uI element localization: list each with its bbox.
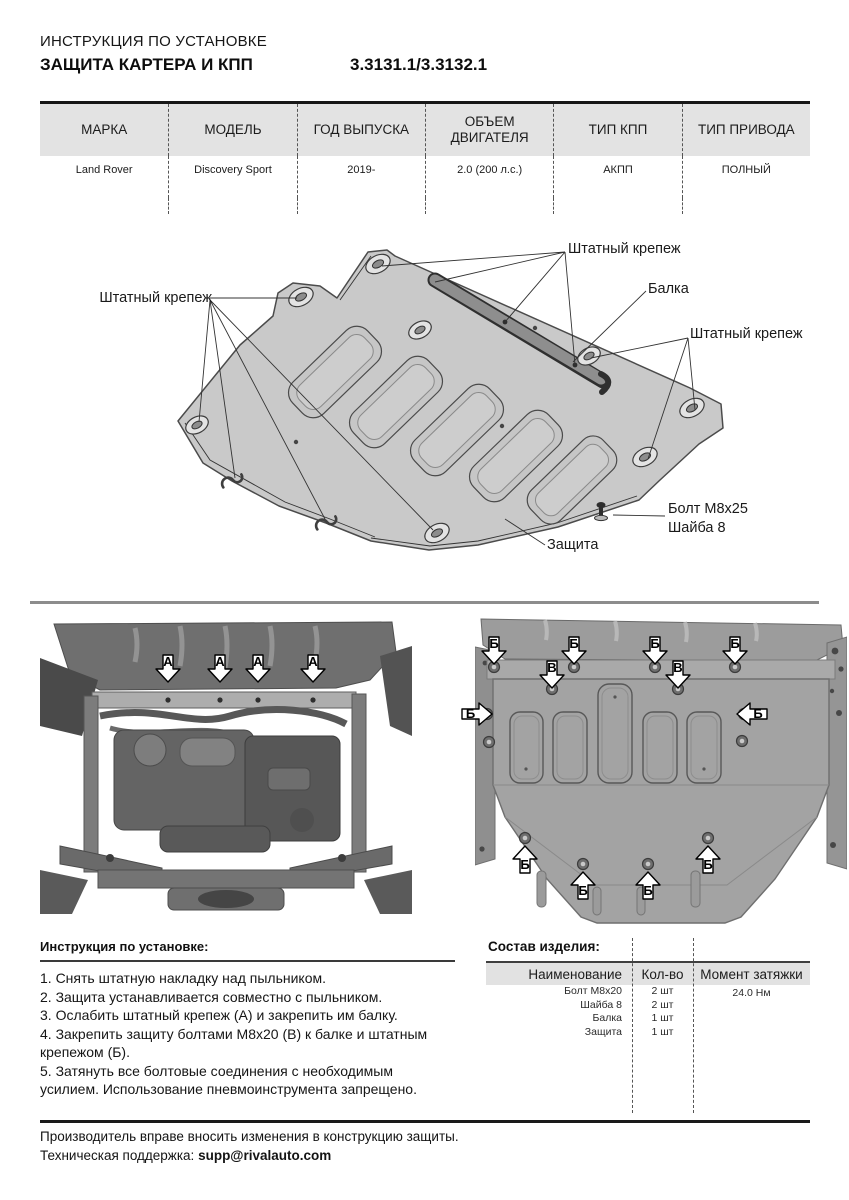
marker-arrow-b-bot4	[696, 846, 720, 873]
parts-table	[486, 961, 810, 1039]
parts-row-qty: 2 шт	[651, 998, 674, 1011]
marker-arrow-b-right	[737, 703, 767, 725]
svg-text:Б: Б	[489, 636, 499, 651]
marker-arrow-b-bot2	[571, 872, 595, 899]
photo-installed-plate	[465, 617, 847, 933]
parts-header-torque: Момент затяжки	[693, 963, 810, 985]
label-beam: Балка	[648, 281, 689, 297]
parts-dash-divider-2	[693, 938, 694, 1113]
spec-header-engine: ОБЪЕМ ДВИГАТЕЛЯ	[425, 104, 553, 156]
document-subtitle: ИНСТРУКЦИЯ ПО УСТАНОВКЕ	[40, 33, 267, 50]
svg-text:В: В	[673, 660, 683, 675]
spec-value-year: 2019-	[297, 156, 425, 198]
instructions-rule	[40, 960, 455, 962]
spec-value-drive: ПОЛНЫЙ	[682, 156, 810, 198]
footer-disclaimer: Производитель вправе вносить изменения в конструкцию защиты.	[40, 1129, 459, 1144]
parts-title: Состав изделия:	[488, 939, 600, 954]
marker-arrow-b-top4	[723, 637, 747, 664]
parts-row-name: Болт М8х20	[564, 985, 622, 997]
instruction-step: 3. Ослабить штатный крепеж (А) и закрепить им балку.	[40, 1007, 398, 1023]
parts-row-qty: 1 шт	[651, 1025, 674, 1038]
svg-text:Б: Б	[730, 636, 740, 651]
instruction-step: 2. Защита устанавливается совместно с пыльником.	[40, 988, 383, 1005]
label-washer: Шайба 8	[668, 520, 726, 536]
support-email: supp@rivalauto.com	[198, 1148, 332, 1163]
instructions-title: Инструкция по установке:	[40, 939, 209, 954]
label-standard-fastener-top: Штатный крепеж	[568, 241, 681, 257]
instruction-step: 4. Закрепить защиту болтами М8х20 (В) к балке и штатным крепежом (Б).	[40, 1025, 428, 1060]
svg-text:Б: Б	[569, 636, 579, 651]
photo-engine-bay	[40, 618, 412, 914]
parts-row-name: Шайба 8	[580, 998, 622, 1011]
svg-text:Б: Б	[520, 857, 530, 872]
spec-value-gearbox: АКПП	[553, 156, 681, 198]
parts-row-qty: 2 шт	[651, 985, 674, 997]
parts-dash-divider-1	[632, 938, 633, 1113]
marker-arrow-v1	[540, 661, 564, 688]
installed-plate-render	[475, 617, 847, 933]
support-label: Техническая поддержка:	[40, 1148, 195, 1163]
marker-arrow-b-top2	[562, 637, 586, 664]
vehicle-spec-table	[40, 101, 810, 214]
label-standard-fastener-right: Штатный крепеж	[690, 326, 803, 342]
svg-text:Б: Б	[703, 857, 713, 872]
instructions-steps	[40, 969, 448, 1099]
label-plate: Защита	[547, 537, 599, 553]
marker-arrow-a3	[246, 655, 270, 682]
instruction-step: 1. Снять штатную накладку над пыльником.	[40, 970, 326, 986]
spec-value-engine: 2.0 (200 л.с.)	[425, 156, 553, 198]
svg-text:А: А	[215, 654, 225, 669]
svg-text:Б: Б	[753, 706, 763, 721]
torque-value: 24.0 Нм	[732, 987, 771, 999]
part-number: 3.3131.1/3.3132.1	[350, 55, 488, 74]
label-bolt: Болт М8х25	[668, 501, 748, 517]
svg-text:Б: Б	[650, 636, 660, 651]
parts-row-name: Балка	[592, 1012, 622, 1024]
marker-arrow-b-top3	[643, 637, 667, 664]
marker-arrow-b-left	[462, 703, 492, 725]
parts-row-name: Защита	[584, 1025, 622, 1038]
spec-header-year: ГОД ВЫПУСКА	[297, 104, 425, 156]
label-standard-fastener-left: Штатный крепеж	[99, 290, 212, 306]
spec-header-model: МОДЕЛЬ	[168, 104, 296, 156]
spec-value-marka: Land Rover	[75, 164, 133, 176]
svg-text:Б: Б	[465, 706, 476, 721]
spec-value-model: Discovery Sport	[168, 156, 296, 198]
marker-arrow-b-top1	[482, 637, 506, 664]
svg-text:А: А	[253, 654, 263, 669]
instruction-step: 5. Затянуть все болтовые соединения с необходимым усилием. Использование пневмоинструмента запрещено.	[40, 1062, 417, 1097]
marker-arrow-a1	[156, 655, 180, 682]
footer-rule	[40, 1120, 810, 1123]
parts-header-qty: Кол-во	[632, 963, 693, 985]
section-divider	[30, 601, 819, 604]
marker-arrow-b-bot3	[636, 872, 660, 899]
marker-arrow-a4	[301, 655, 325, 682]
marker-arrow-v2	[666, 661, 690, 688]
marker-arrow-a2	[208, 655, 232, 682]
spec-header-gearbox: ТИП КПП	[553, 104, 681, 156]
document-title: ЗАЩИТА КАРТЕРА И КПП	[40, 55, 253, 74]
svg-text:А: А	[163, 654, 173, 669]
svg-text:А: А	[308, 654, 318, 669]
svg-text:Б: Б	[578, 883, 588, 898]
svg-text:Б: Б	[643, 883, 653, 898]
spec-header-drive: ТИП ПРИВОДА	[682, 104, 810, 156]
spec-header-marka: МАРКА	[40, 104, 168, 156]
parts-header-name: Наименование	[486, 963, 632, 985]
marker-arrow-b-bot1	[513, 846, 537, 873]
footer-support	[40, 1148, 331, 1163]
exploded-view-diagram	[35, 238, 815, 603]
svg-text:В: В	[547, 660, 557, 675]
parts-row-qty: 1 шт	[651, 1012, 674, 1024]
